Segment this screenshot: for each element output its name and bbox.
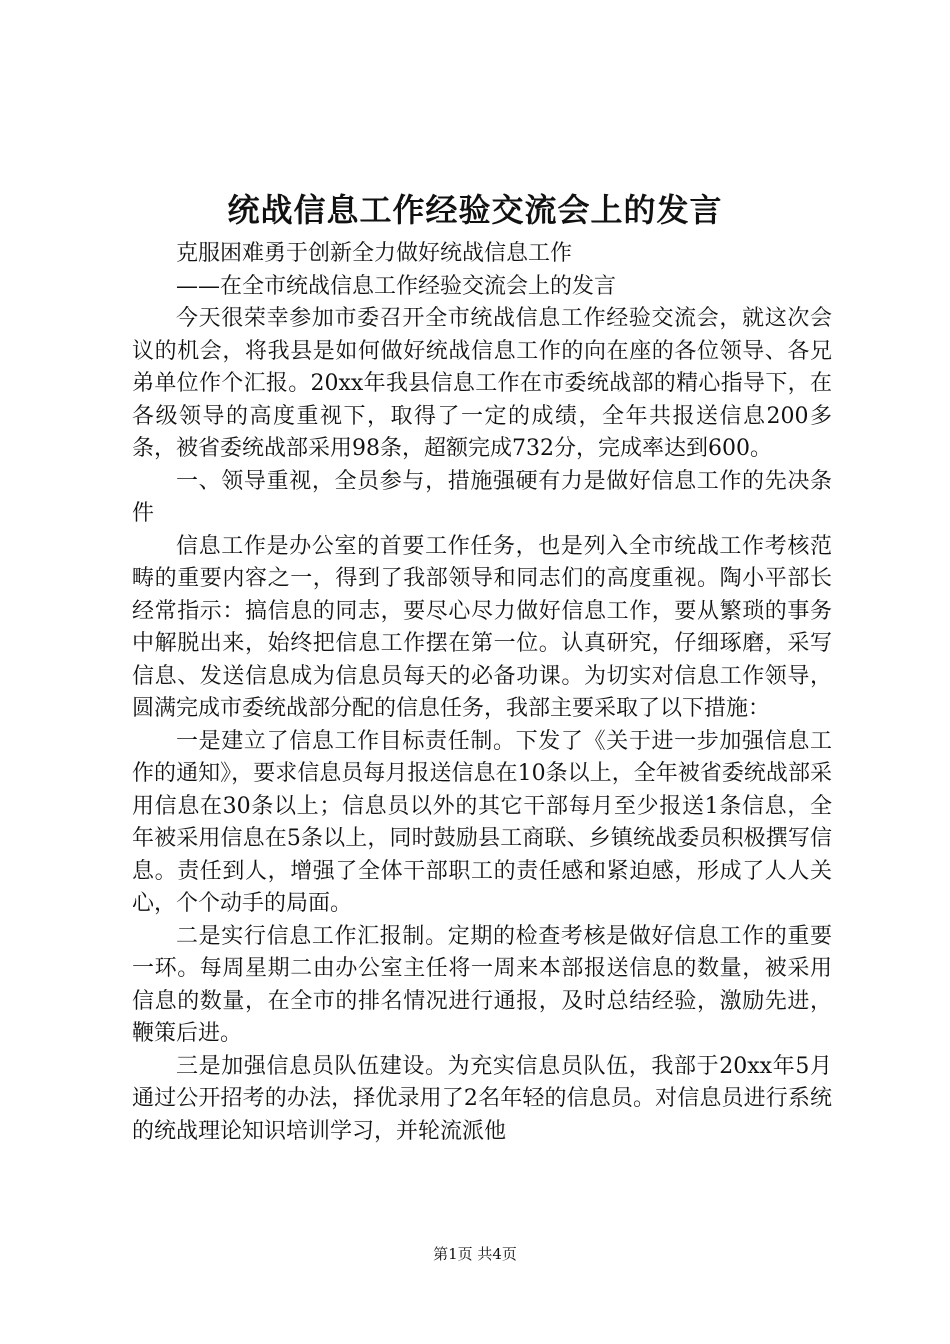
body-paragraph: 一是建立了信息工作目标责任制。下发了《关于进一步加强信息工作的通知》，要求信息员每月报送信息在10条以上，全年被省委统战部采用信息在30条以上；信息员以外的其它干部每月至少报送1条信息，全年被采用信息在5条以上，同时鼓励县工商联、乡镇统战委员积极撰写信息。责任到人，增强了全体干部职工的责任感和紧迫感，形成了人人关心，个个动手的局面。 [132, 728, 832, 916]
body-paragraph: 三是加强信息员队伍建设。为充实信息员队伍，我部于20xx年5月通过公开招考的办法，择优录用了2名年轻的信息员。对信息员进行系统的统战理论知识培训学习，并轮流派他 [132, 1053, 832, 1144]
document-body [132, 238, 832, 1148]
page-number-footer: 第1页 共4页 [433, 1245, 517, 1263]
document-title: 统战信息工作经验交流会上的发言 [227, 191, 723, 229]
subtitle-line: 克服困难勇于创新全力做好统战信息工作 [176, 241, 573, 266]
body-paragraph: 信息工作是办公室的首要工作任务，也是列入全市统战工作考核范畴的重要内容之一，得到了我部领导和同志们的高度重视。陶小平部长经常指示：搞信息的同志，要尽心尽力做好信息工作，要从繁琐的事务中解脱出来，始终把信息工作摆在第一位。认真研究，仔细琢磨，采写信息、发送信息成为信息员每天的必备功课。为切实对信息工作领导，圆满完成市委统战部分配的信息任务，我部主要采取了以下措施： [132, 533, 832, 721]
subtitle-line: ——在全市统战信息工作经验交流会上的发言 [176, 273, 617, 299]
section-heading: 一、领导重视，全员参与，措施强硬有力是做好信息工作的先决条件 [132, 468, 832, 526]
body-paragraph: 二是实行信息工作汇报制。定期的检查考核是做好信息工作的重要一环。每周星期二由办公室主任将一周来本部报送信息的数量，被采用信息的数量，在全市的排名情况进行通报，及时总结经验，激励先进，鞭策后进。 [132, 923, 832, 1046]
body-paragraph: 今天很荣幸参加市委召开全市统战信息工作经验交流会，就这次会议的机会，将我县是如何做好统战信息工作的向在座的各位领导、各兄弟单位作个汇报。20xx年我县信息工作在市委统战部的精心指导下，在各级领导的高度重视下，取得了一定的成绩，全年共报送信息200多条，被省委统战部采用98条，超额完成732分，完成率达到600。 [132, 306, 832, 461]
